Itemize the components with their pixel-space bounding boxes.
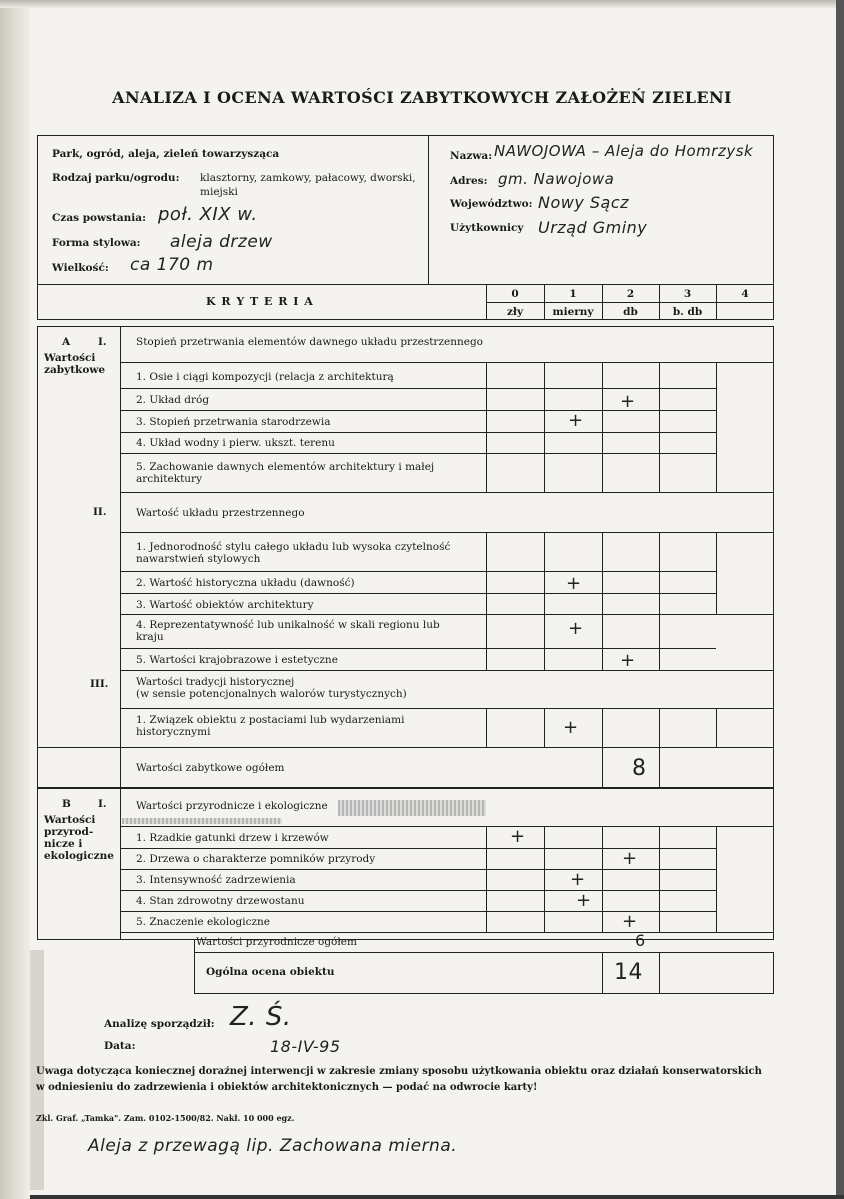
grid-line	[120, 869, 716, 870]
adres-label: Adres:	[450, 175, 488, 187]
uzyt-label: Użytkownicy	[450, 222, 524, 234]
mark-g1-row2-db: +	[620, 391, 636, 412]
score-1: 1	[569, 288, 577, 300]
b-row-1: 1. Rzadkie gatunki drzew i krzewów	[136, 832, 329, 844]
g1-row-5: 5. Zachowanie dawnych elementów architektury i małej architektury	[136, 461, 435, 485]
scan-smudge	[338, 800, 486, 816]
grid-line	[486, 708, 487, 747]
a-total-value: 8	[632, 756, 647, 781]
section-b-name-2: przyrod-	[44, 826, 94, 838]
grid-line	[544, 362, 545, 492]
adres-value: gm. Nawojowa	[498, 170, 615, 188]
score-label-1: mierny	[552, 306, 594, 318]
section-a-divider	[120, 326, 121, 788]
forma-value: aleja drzew	[170, 232, 273, 252]
header-divider	[428, 135, 429, 285]
mark-b-row3-mierny: +	[570, 869, 586, 890]
section-b-name-4: ekologiczne	[44, 850, 114, 862]
woj-label: Województwo:	[450, 198, 533, 210]
mark-b-row5-db: +	[622, 911, 638, 932]
g2-row-1: 1. Jednorodność stylu całego układu lub wysoka czytelność nawarstwień stylowych	[136, 541, 451, 565]
section-b-name-3: nicze i	[44, 838, 83, 850]
grid-line	[602, 952, 603, 994]
paper-top-edge	[0, 0, 844, 8]
b-group-title: Wartości przyrodnicze i ekologiczne	[136, 800, 328, 812]
b-total-label: Wartości przyrodnicze ogółem	[196, 936, 357, 948]
grid-line	[120, 432, 716, 433]
grid-line	[120, 708, 774, 709]
grid-line	[120, 492, 774, 493]
g2-row-4: 4. Reprezentatywność lub unikalność w skali regionu lub kraju	[136, 619, 440, 643]
scan-smudge	[122, 818, 282, 824]
mark-b-row4-mierny: +	[576, 890, 592, 911]
b-row-4: 4. Stan zdrowotny drzewostanu	[136, 895, 305, 907]
mark-b-row2-db: +	[622, 848, 638, 869]
nazwa-value: NAWOJOWA – Aleja do Homrzysk	[494, 142, 754, 160]
score-label-3: b. db	[672, 306, 703, 318]
g2-row-2: 2. Wartość historyczna układu (dawność)	[136, 577, 355, 589]
g1-row-4: 4. Układ wodny i pierw. ukszt. terenu	[136, 437, 335, 449]
woj-value: Nowy Sącz	[538, 193, 630, 212]
mark-b-row1-zly: +	[510, 826, 526, 847]
grid-line	[602, 826, 603, 932]
grid-line	[120, 388, 716, 389]
handwritten-note: Aleja z przewagą lip. Zachowana mierna.	[88, 1136, 458, 1156]
grid-line	[659, 747, 660, 788]
section-a-roman1: I.	[98, 336, 107, 348]
g3-row-1: 1. Związek obiektu z postaciami lub wydarzeniami historycznymi	[136, 714, 405, 738]
score-label-2: db	[623, 306, 638, 318]
uzyt-value: Urząd Gminy	[538, 218, 648, 237]
czas-value: poł. XIX w.	[158, 204, 258, 225]
g1-row-1: 1. Osie i ciągi kompozycji (relacja z architekturą	[136, 371, 394, 383]
type-label: Rodzaj parku/ogrodu:	[52, 172, 180, 184]
grid-line	[120, 614, 774, 615]
g2-row-5: 5. Wartości krajobrazowe i estetyczne	[136, 654, 338, 666]
overall-label: Ogólna ocena obiektu	[206, 966, 335, 978]
scan-right-border	[836, 0, 844, 1199]
g1-row-2: 2. Układ dróg	[136, 394, 210, 406]
mark-g2-row5-db: +	[620, 650, 636, 671]
g2-row-3: 3. Wartość obiektów architektury	[136, 599, 314, 611]
criteria-header: K R Y T E R I A	[206, 295, 314, 308]
a-total-label: Wartości zabytkowe ogółem	[136, 762, 285, 774]
overall-value: 14	[614, 960, 643, 985]
grid-line	[37, 747, 774, 748]
g1-row-3: 3. Stopień przetrwania starodrzewia	[136, 416, 331, 428]
section-a-roman2: II.	[93, 506, 107, 518]
grid-line	[716, 532, 717, 614]
grid-line	[659, 532, 660, 670]
section-a-letter: A	[62, 336, 71, 348]
b-row-3: 3. Intensywność zadrzewienia	[136, 874, 296, 886]
grid-line	[486, 362, 487, 492]
score-label-0: zły	[506, 306, 524, 318]
section-b-letter: B	[62, 798, 71, 810]
nazwa-label: Nazwa:	[450, 150, 493, 162]
score-0: 0	[511, 288, 519, 300]
type-options-1: klasztorny, zamkowy, pałacowy, dworski,	[200, 172, 416, 184]
forma-label: Forma stylowa:	[52, 237, 141, 249]
score-4: 4	[741, 288, 749, 300]
b-row-2: 2. Drzewa o charakterze pomników przyrody	[136, 853, 376, 865]
paper-left-edge	[0, 0, 30, 1199]
grid-line	[659, 362, 660, 492]
date-value: 18-IV-95	[270, 1037, 341, 1056]
grid-line	[486, 532, 487, 670]
section-a-roman3: III.	[90, 678, 109, 690]
grid-line	[120, 826, 774, 827]
mark-g3-row1-mierny: +	[563, 717, 579, 738]
section-b-roman1: I.	[98, 798, 107, 810]
grid-line	[486, 826, 487, 932]
score-2: 2	[626, 288, 635, 300]
print-info: Zkl. Graf. „Tamka". Zam. 0102-1500/82. Nakł. 10 000 egz.	[36, 1113, 295, 1123]
grid-line	[120, 670, 774, 671]
section-b-divider	[120, 788, 121, 940]
grid-line	[602, 747, 603, 788]
mark-g2-row2-mierny: +	[566, 573, 582, 594]
document-title: ANALIZA I OCENA WARTOŚCI ZABYTKOWYCH ZAŁOŻEŃ ZIELENI	[112, 88, 732, 107]
grid-line	[659, 826, 660, 932]
grid-line	[659, 708, 660, 747]
group3-title-2: (w sensie potencjonalnych walorów turystycznych)	[136, 688, 407, 700]
mark-g2-row4-mierny: +	[568, 618, 584, 639]
author-value: Z. Ś.	[230, 1002, 292, 1032]
note-line-1: Uwaga dotycząca koniecznej doraźnej interwencji w zakresie zmiany sposobu użytkowania obiektu oraz działań konserwatorskich	[36, 1066, 762, 1077]
grid-line	[194, 940, 195, 952]
group2-title: Wartość układu przestrzennego	[136, 507, 305, 519]
grid-line	[544, 708, 545, 747]
grid-line	[120, 932, 774, 933]
grid-line	[544, 826, 545, 932]
scan-bottom-border	[30, 1195, 844, 1199]
score-3: 3	[683, 288, 692, 300]
section-a-name-2: zabytkowe	[44, 364, 106, 376]
wielkosc-value: ca 170 m	[130, 255, 214, 275]
group1-title: Stopień przetrwania elementów dawnego układu przestrzennego	[136, 336, 483, 348]
grid-line	[602, 708, 603, 747]
grid-line	[120, 532, 774, 533]
b-row-5: 5. Znaczenie ekologiczne	[136, 916, 271, 928]
grid-line	[659, 952, 660, 994]
grid-line	[716, 362, 717, 492]
grid-line	[120, 593, 716, 594]
park-label: Park, ogród, aleja, zieleń towarzysząca	[52, 148, 280, 160]
grid-line	[120, 648, 716, 649]
b-total-value: 6	[635, 931, 646, 950]
grid-line	[120, 453, 716, 454]
grid-line	[486, 302, 774, 303]
grid-line	[716, 826, 717, 932]
grid-line	[544, 532, 545, 670]
date-label: Data:	[104, 1040, 136, 1052]
section-a-name-1: Wartości	[44, 352, 96, 364]
grid-line	[120, 890, 716, 891]
section-b-name-1: Wartości	[44, 814, 96, 826]
grid-line	[602, 362, 603, 492]
wielkosc-label: Wielkość:	[52, 262, 109, 274]
author-label: Analizę sporządził:	[104, 1018, 215, 1030]
group3-title-1: Wartości tradycji historycznej	[136, 676, 295, 688]
mark-g1-row3-mierny: +	[568, 410, 584, 431]
type-options-2: miejski	[200, 186, 238, 198]
grid-line	[716, 708, 717, 747]
grid-line	[602, 532, 603, 670]
note-line-2: w odniesieniu do zadrzewienia i obiektów architektonicznych — podać na odwrocie karty!	[36, 1082, 538, 1093]
grid-line	[120, 362, 774, 363]
czas-label: Czas powstania:	[52, 212, 146, 224]
grid-line	[120, 571, 716, 572]
